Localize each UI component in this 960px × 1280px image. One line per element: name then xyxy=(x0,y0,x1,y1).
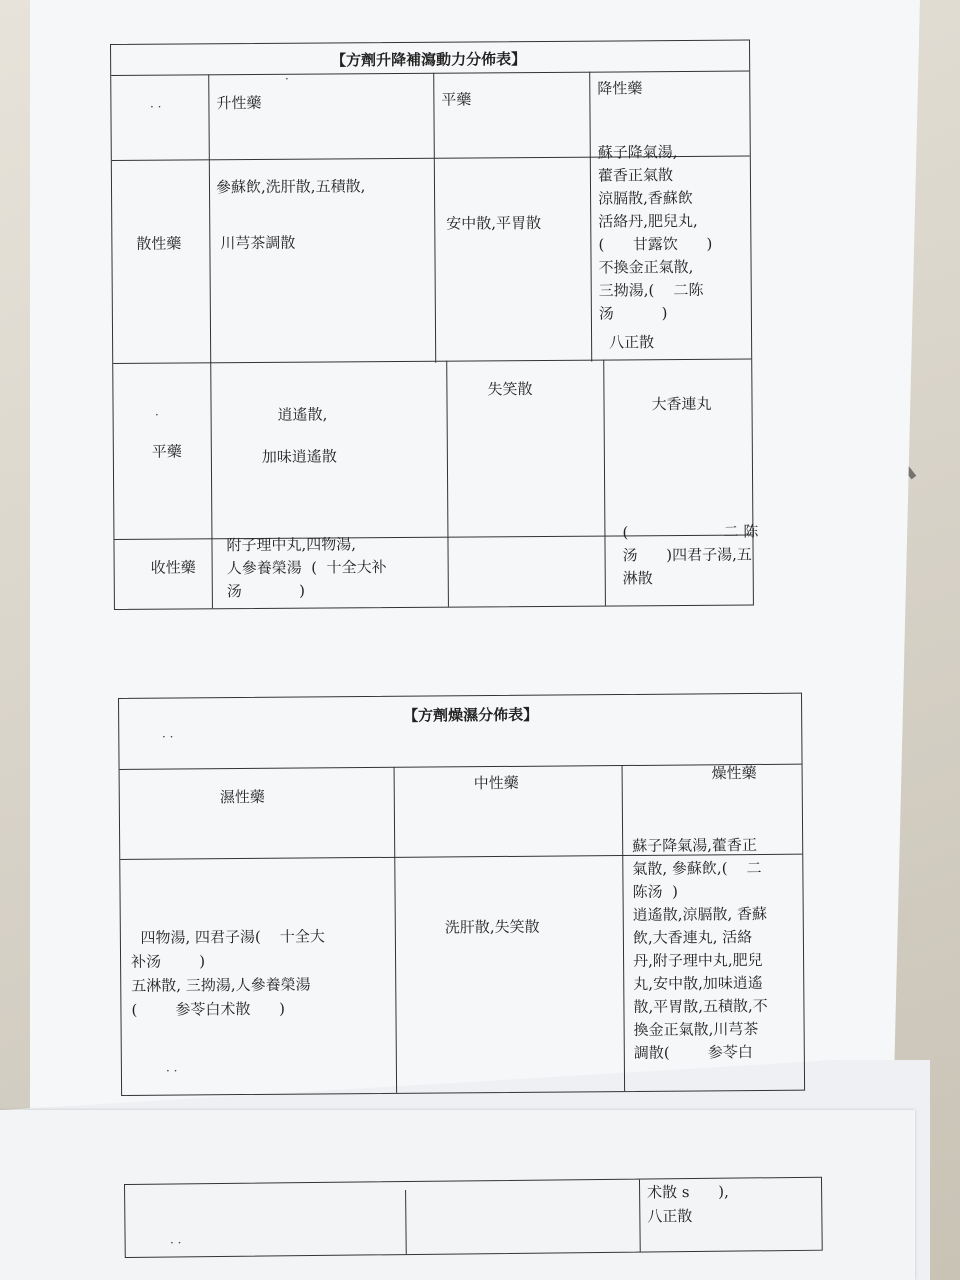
table1-cell-r2c1-line1: 逍遙散, xyxy=(277,405,328,424)
table1-col-header-descend: 降性藥 xyxy=(597,79,643,98)
stray-mark: · xyxy=(285,72,289,86)
table1-cell-r2c1-line2: 加味逍遙散 xyxy=(261,447,337,466)
continuation-line: 术散 s ), xyxy=(647,1182,729,1202)
table1-r3c1-line: 附子理中丸,四物湯, xyxy=(226,535,357,555)
table1-r1c3-line: 涼膈散,香蘇飲 xyxy=(598,188,693,208)
table2-dry-line: 換金正氣散,川芎茶 xyxy=(633,1019,759,1039)
table1-r1c3-line: 八正散 xyxy=(609,333,655,352)
table2-dry-line: 散,平胃散,五積散,不 xyxy=(633,996,768,1016)
table2-damp-line: 补汤 ) xyxy=(131,952,206,971)
table1-cell-r1c1-line1: 參蘇飲,洗肝散,五積散, xyxy=(215,177,366,197)
stray-mark: · · xyxy=(150,100,162,114)
table1-row-header-astringe: 收性藥 xyxy=(150,558,196,577)
table1-cell-r2c3: 大香連丸 xyxy=(651,394,712,414)
table1-col-header-neutral: 平藥 xyxy=(441,90,472,109)
table-lift-descend xyxy=(110,40,759,610)
table1-r1c3-line: ( 甘露饮 ) xyxy=(598,234,713,254)
table1-r3c1-line: 人參養榮湯 ( 十全大补 xyxy=(226,558,387,578)
table1-r1c3-line: 三拗湯,( 二陈 xyxy=(598,280,704,300)
table2-col-header-neutral: 中性藥 xyxy=(473,773,519,793)
table1-col-header-lift: 升性藥 xyxy=(216,93,262,113)
table1-row-header-disperse: 散性藥 xyxy=(136,234,182,253)
stray-mark: · · xyxy=(162,730,174,744)
table-dry-damp-continuation xyxy=(124,1177,823,1258)
table1-r1c3-line: 藿香正氣散 xyxy=(597,166,674,185)
table1-r3c3-line: 汤 )四君子湯,五 xyxy=(622,545,752,565)
table2-title: 【方劑燥濕分佈表】 xyxy=(403,705,539,725)
table1-title: 【方劑升降補瀉動力分佈表】 xyxy=(331,50,527,70)
table1-row-header-neutral: 平藥 xyxy=(151,442,182,461)
table2-damp-line: 五淋散, 三拗湯,人參養榮湯 xyxy=(131,975,311,995)
table1-r3c1-line: 汤 ) xyxy=(226,581,305,601)
table2-dry-line: 飲,大香連丸, 活絡 xyxy=(632,928,753,947)
stray-mark: · xyxy=(155,408,159,422)
table1-cell-r1c2: 安中散,平胃散 xyxy=(446,213,542,233)
table2-cell-neutral: 洗肝散,失笑散 xyxy=(444,917,540,937)
table1-r1c3-line: 活絡丹,肥兒丸, xyxy=(598,211,698,231)
table1-r1c3-line: 汤 ) xyxy=(598,304,668,323)
table2-dry-line: 陈汤 ) xyxy=(632,882,678,901)
stray-mark: · · xyxy=(170,1236,182,1250)
table2-dry-line: 丸,安中散,加味逍遙 xyxy=(633,973,763,993)
table1-cell-r1c1-line2: 川芎茶調散 xyxy=(220,233,296,253)
table2-col-header-dry: 燥性藥 xyxy=(711,763,757,783)
table2-damp-line: ( 参苓白术散 ) xyxy=(131,999,285,1019)
table1-r1c3-line: 不換金正氣散, xyxy=(598,257,694,277)
table-dry-damp xyxy=(118,693,805,1096)
table1-r1c3-line: 蘇子降氣湯, xyxy=(597,143,678,162)
table1-r3c3-line: 淋散 xyxy=(622,569,653,588)
table2-dry-line: 氣散, 參蘇飲,( 二 xyxy=(632,858,762,878)
table2-dry-line: 丹,附子理中丸,肥兒 xyxy=(633,950,763,970)
table2-dry-line: 蘇子降氣湯,藿香正 xyxy=(632,835,758,855)
table2-dry-line: 逍遙散,涼膈散, 香蘇 xyxy=(632,904,768,924)
table2-col-header-damp: 濕性藥 xyxy=(219,787,265,807)
table1-cell-r2c2: 失笑散 xyxy=(487,380,533,399)
table2-damp-line: 四物湯, 四君子湯( 十全大 xyxy=(130,927,325,947)
continuation-line: 八正散 xyxy=(647,1207,693,1226)
stray-mark: · · xyxy=(166,1064,178,1078)
table1-r3c3-line: ( 二 陈 xyxy=(622,522,759,542)
table2-dry-line: 調散( 参苓白 xyxy=(633,1043,753,1062)
